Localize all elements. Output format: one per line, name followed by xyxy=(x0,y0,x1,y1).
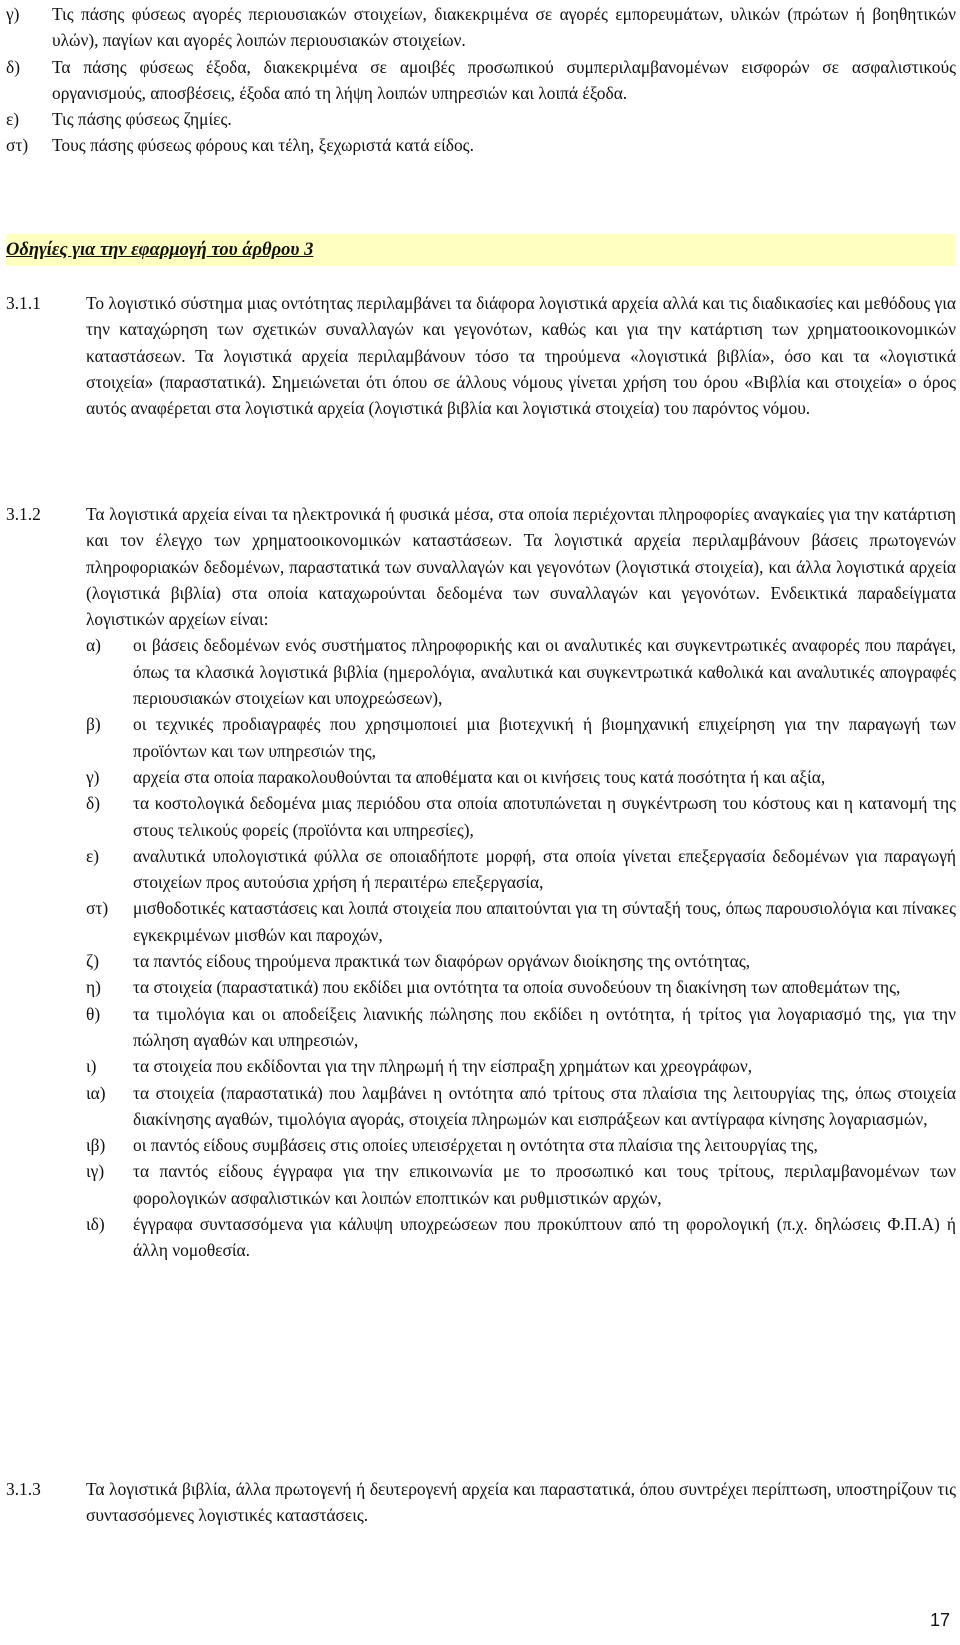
list-item-text: τα τιμολόγια και οι αποδείξεις λιανικής πώλησης που εκδίδει η οντότητα, ή τρίτος για λογαριασμό της, για την πώληση αγαθών και υπηρεσιών, xyxy=(133,1003,956,1050)
section-heading-text: Οδηγίες για την εφαρμογή του άρθρου 3 xyxy=(6,240,314,260)
intro-item-label: στ) xyxy=(6,135,29,156)
intro-item-text: Τα πάσης φύσεως έξοδα, διακεκριμένα σε αμοιβές προσωπικού συμπεριλαμβανομένων εισφορών σε ασφαλιστικούς οργανισμούς, αποσβέσεις, έξοδα από τη λήψη λοιπών υπηρεσιών και λοιπά έξοδα. xyxy=(52,56,956,103)
section-text: Τα λογιστικά αρχεία είναι τα ηλεκτρονικά ή φυσικά μέσα, στα οποία περιέχονται πληροφορίες αναγκαίες για την κατάρτιση και τον έλεγχο των χρηματοοικονομικών καταστάσεων. Τα λογιστικά αρχεία περιλαμβάνουν βάσεις πρωτογενών πληροφοριακών δεδομένων, παραστατικά των συναλλαγών και γεγονότων (λογιστικά στοιχεία), και άλλα λογιστικά αρχεία (λογιστικά βιβλία) στα οποία καταχωρούνται δεδομένα των συναλλαγών και γεγονότων. Ενδεικτικά παραδείγματα λογιστικών αρχείων είναι: xyxy=(86,504,956,630)
list-item-text: οι τεχνικές προδιαγραφές που χρησιμοποιεί μια βιοτεχνική ή βιομηχανική επιχείρηση για την παραγωγή των προϊόντων και των υπηρεσιών της, xyxy=(133,714,956,761)
list-item-text: οι βάσεις δεδομένων ενός συστήματος πληροφορικής και οι αναλυτικές και συγκεντρωτικές αναφορές που παράγει, όπως τα κλασικά λογιστικά βιβλία (ημερολόγια, αναλυτικά και συγκεντρωτικά καθολικά και αναλυτικές απογραφές περιουσιακών στοιχείων και υποχρεώσεων), xyxy=(133,635,956,709)
list-item xyxy=(86,1211,956,1264)
page-number: 17 xyxy=(929,1610,950,1630)
list-item-label: ιδ) xyxy=(86,1214,105,1235)
list-item-label: στ) xyxy=(86,898,109,919)
list-item xyxy=(86,1053,956,1079)
list-item-label: ιβ) xyxy=(86,1135,106,1156)
section-3-1-3 xyxy=(6,1476,956,1529)
list-item xyxy=(86,1001,956,1054)
section-heading xyxy=(6,234,956,266)
list-item xyxy=(86,895,956,948)
intro-item xyxy=(6,132,956,158)
list-item-text: μισθοδοτικές καταστάσεις και λοιπά στοιχεία που απαιτούνται για τη σύνταξή τους, όπως παρουσιολόγια και πίνακες εγκεκριμένων μισθών και παροχών, xyxy=(133,898,956,945)
intro-item xyxy=(6,54,956,107)
list-item-text: τα στοιχεία (παραστατικά) που εκδίδει μια οντότητα τα οποία συνοδεύουν τη διακίνηση των αποθεμάτων της, xyxy=(133,977,901,998)
section-3-1-2 xyxy=(6,501,956,1264)
list-item-label: γ) xyxy=(86,766,100,787)
list-item xyxy=(86,1080,956,1133)
list-item-text: τα στοιχεία (παραστατικά) που λαμβάνει η οντότητα από τρίτους στα πλαίσια της λειτουργίας της, όπως στοιχεία διακίνησης αγαθών, τιμολόγια αγοράς, στοιχεία πληρωμών και εισπράξεων και αντίγραφα κίνησης λογαριασμών, xyxy=(133,1082,956,1129)
intro-item xyxy=(6,106,956,132)
list-item-text: τα παντός είδους έγγραφα για την επικοινωνία με το προσωπικό και τους τρίτους, περιλαμβανομένων των φορολογικών ασφαλιστικών και λοιπών εποπτικών και ρυθμιστικών αρχών, xyxy=(133,1161,956,1208)
list-item xyxy=(86,843,956,896)
list-item-label: ε) xyxy=(86,845,100,866)
list-item xyxy=(86,1158,956,1211)
list-item-text: αρχεία στα οποία παρακολουθούνται τα αποθέματα και οι κινήσεις τους κατά ποσότητα ή και αξία, xyxy=(133,766,826,787)
list-item xyxy=(86,632,956,711)
list-item-text: οι παντός είδους συμβάσεις στις οποίες υπεισέρχεται η οντότητα στα πλαίσια της λειτουργίας της, xyxy=(133,1135,818,1156)
section-body xyxy=(86,501,956,1264)
list-item-label: θ) xyxy=(86,1003,101,1024)
list-item xyxy=(86,974,956,1000)
intro-item-label: ε) xyxy=(6,109,20,130)
intro-list xyxy=(6,1,956,159)
intro-item-text: Τις πάσης φύσεως ζημίες. xyxy=(52,109,232,130)
list-item-label: η) xyxy=(86,977,101,998)
intro-item-label: δ) xyxy=(6,56,20,77)
list-item-label: δ) xyxy=(86,793,100,814)
list-item xyxy=(86,764,956,790)
section-text: Τα λογιστικά βιβλία, άλλα πρωτογενή ή δευτερογενή αρχεία και παραστατικά, όπου συντρέχει περίπτωση, υποστηρίζουν τις συντασσόμενες λογιστικές καταστάσεις. xyxy=(86,1479,956,1526)
list-item-text: τα κοστολογικά δεδομένα μιας περιόδου στα οποία αποτυπώνεται η συγκέντρωση του κόστους και η κατανομή της στους τελικούς φορείς (προϊόντα και υπηρεσίες), xyxy=(133,793,956,840)
list-item xyxy=(86,948,956,974)
list-item xyxy=(86,790,956,843)
section-number: 3.1.3 xyxy=(6,1479,41,1499)
list-item-label: ιγ) xyxy=(86,1161,105,1182)
list-item-text: αναλυτικά υπολογιστικά φύλλα σε οποιαδήποτε μορφή, στα οποία γίνεται επεξεργασία δεδομένων για παραγωγή στοιχείων προς αυτούσια χρήση ή περαιτέρω επεξεργασία, xyxy=(133,845,956,893)
list-item-label: ια) xyxy=(86,1082,106,1103)
example-list xyxy=(86,632,956,1263)
list-item-label: β) xyxy=(86,714,101,735)
section-number: 3.1.1 xyxy=(6,293,41,313)
list-item-text: τα παντός είδους τηρούμενα πρακτικά των διαφόρων οργάνων διοίκησης της οντότητας, xyxy=(133,951,751,972)
section-number: 3.1.2 xyxy=(6,504,41,524)
list-item xyxy=(86,1132,956,1158)
list-item-text: έγγραφα συντασσόμενα για κάλυψη υποχρεώσεων που προκύπτουν από τη φορολογική (π.χ. δηλώσεις Φ.Π.Α) ή άλλη νομοθεσία. xyxy=(133,1214,956,1261)
list-item xyxy=(86,711,956,764)
list-item-text: τα στοιχεία που εκδίδονται για την πληρωμή ή την είσπραξη χρημάτων και χρεογράφων, xyxy=(133,1056,753,1077)
intro-item xyxy=(6,1,956,54)
list-item-label: ι) xyxy=(86,1056,97,1077)
section-3-1-1 xyxy=(6,290,956,421)
intro-item-text: Τους πάσης φύσεως φόρους και τέλη, ξεχωριστά κατά είδος. xyxy=(52,135,474,156)
section-text: Το λογιστικό σύστημα μιας οντότητας περιλαμβάνει τα διάφορα λογιστικά αρχεία αλλά και τις διαδικασίες και μεθόδους για την καταχώρηση των σχετικών συναλλαγών και γεγονότων, καθώς και για την κατάρτιση των χρηματοοικονομικών καταστάσεων. Τα λογιστικά αρχεία περιλαμβάνουν τόσο τα τηρούμενα «λογιστικά βιβλία», όσο και τα «λογιστικά στοιχεία» (παραστατικά). Σημειώνεται ότι όπου σε άλλους νόμους γίνεται χρήση του όρου «Βιβλία και στοιχεία» ο όρος αυτός αναφέρεται στα λογιστικά αρχεία (λογιστικά βιβλία και λογιστικά στοιχεία) του παρόντος νόμου. xyxy=(86,293,956,419)
intro-item-label: γ) xyxy=(6,4,20,24)
list-item-label: ζ) xyxy=(86,951,99,972)
list-item-label: α) xyxy=(86,635,101,656)
intro-item-text: Τις πάσης φύσεως αγορές περιουσιακών στοιχείων, διακεκριμένα σε αγορές εμπορευμάτων, υλικών (πρώτων ή βοηθητικών υλών), παγίων και αγορές λοιπών περιουσιακών στοιχείων. xyxy=(52,4,956,51)
